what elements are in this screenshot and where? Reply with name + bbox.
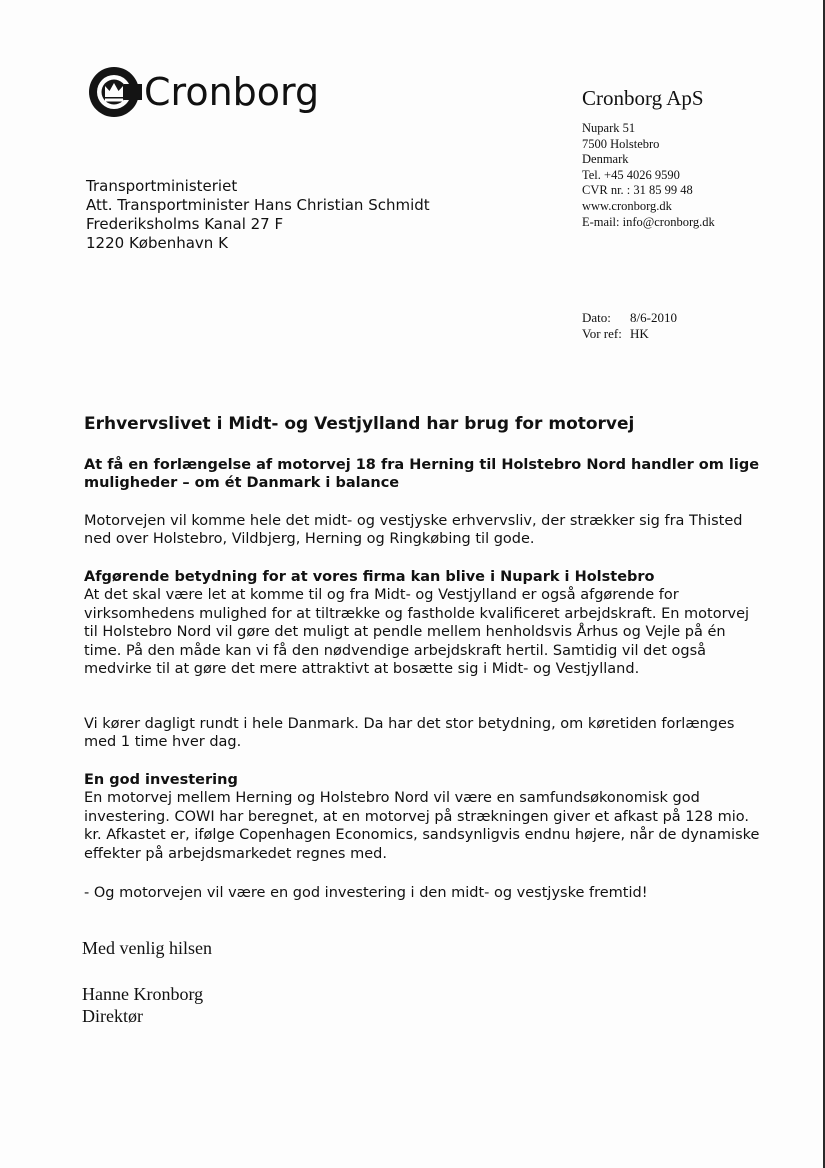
date-value: 8/6-2010 [630,310,677,325]
recipient-line: 1220 København K [86,234,228,252]
paragraph-conclusion: - Og motorvejen vil være en god investering i den midt- og vestjyske fremtid! [84,885,648,901]
reference-label: Vor ref: [582,326,622,341]
section-title: En god investering [84,772,238,788]
company-cvr: CVR nr. : 31 85 99 48 [582,183,693,198]
section-text: En motorvej mellem Herning og Holstebro Nord vil være en samfundsøkonomisk god investering. COWI har beregnet, at en motorvej på strækningen giver et afkast på 128 mio. kr. Afkastet er, ifølge Copenhagen Economics, sandsynligvis endnu højere, når de dynamiske effekter på arbejdsmarkedet regnes med. [84,790,760,862]
closing-greeting: Med venlig hilsen [82,938,212,958]
company-contact-block [582,121,715,230]
date-reference-block [582,310,677,342]
signer-name: Hanne Kronborg [82,984,204,1004]
letter-heading: Erhvervslivet i Midt- og Vestjylland har brug for motorvej [84,414,635,434]
recipient-line: Att. Transportminister Hans Christian Schmidt [86,196,430,214]
company-email: E-mail: info@cronborg.dk [582,214,715,229]
paragraph-intro: Motorvejen vil komme hele det midt- og vestjyske erhvervsliv, der strækker sig fra Thisted ned over Holstebro, Vildbjerg, Herning og Ringkøbing til gode. [84,513,743,548]
recipient-address [86,177,430,253]
logo-wordmark: Cronborg [144,70,320,114]
paragraph-daily-driving: Vi kører dagligt rundt i hele Danmark. Da har det stor betydning, om køretiden forlænges med 1 time hver dag. [84,716,735,751]
recipient-line: Frederiksholms Kanal 27 F [86,215,284,233]
section-text: At det skal være let at komme til og fra Midt- og Vestjylland er også afgørende for virksomhedens mulighed for at tiltrække og fastholde kvalificeret arbejdskraft. En motorvej til Holstebro Nord vil gøre det muligt at pendle mellem henholdsvis Århus og Vejle på én time. På den måde kan vi få den nødvendige arbejdskraft hertil. Samtidig vil det også medvirke til at gøre det mere attraktivt at bosætte sig i Midt- og Vestjylland. [84,587,750,678]
reference-value: HK [630,326,649,341]
company-logo [86,64,319,120]
section-workforce [84,568,764,678]
company-city: 7500 Holstebro [582,136,660,151]
section-investment [84,771,764,863]
recipient-line: Transportministeriet [86,177,238,195]
company-tel: Tel. +45 4026 9590 [582,167,680,182]
section-title: Afgørende betydning for at vores firma kan blive i Nupark i Holstebro [84,569,655,585]
company-country: Denmark [582,152,629,167]
date-label: Dato: [582,310,611,325]
letter-subheading: At få en forlængelse af motorvej 18 fra Herning til Holstebro Nord handler om lige muligheder – om ét Danmark i balance [84,457,760,491]
company-name: Cronborg ApS [582,86,704,110]
company-web: www.cronborg.dk [582,198,672,213]
company-street: Nupark 51 [582,121,636,135]
signer-title: Direktør [82,1006,143,1026]
crown-in-c-logo-icon [86,64,142,120]
